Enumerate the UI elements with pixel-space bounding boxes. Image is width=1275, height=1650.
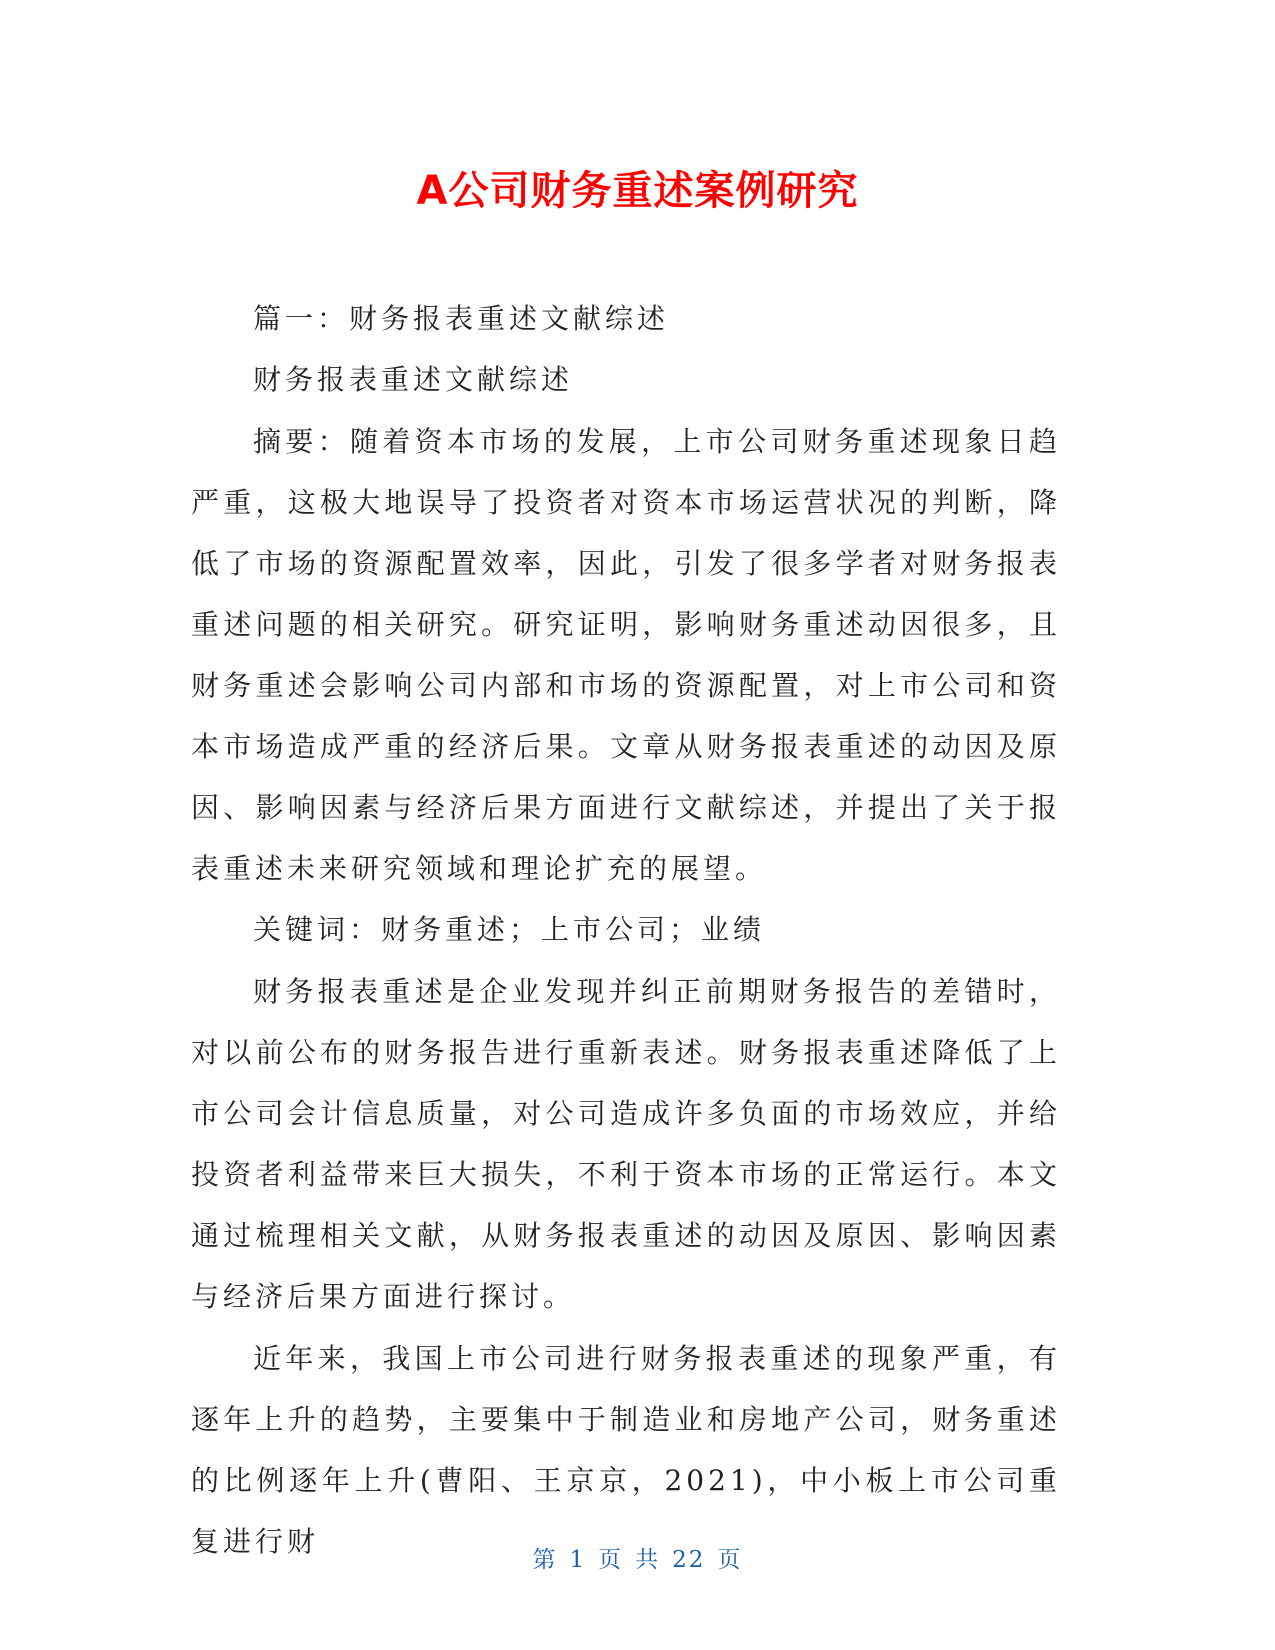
document-title: A公司财务重述案例研究 bbox=[416, 168, 859, 214]
footer-page-number: 1 bbox=[569, 1547, 587, 1573]
section-heading: 篇一：财务报表重述文献综述 bbox=[253, 302, 670, 335]
footer-total-pages: 22 bbox=[672, 1547, 706, 1573]
footer-label-page-unit: 页 bbox=[598, 1547, 624, 1573]
page-footer bbox=[0, 1541, 1275, 1574]
footer-label-total: 共 bbox=[635, 1547, 661, 1573]
footer-label-page: 第 bbox=[532, 1547, 558, 1573]
abstract-paragraph: 摘要：随着资本市场的发展，上市公司财务重述现象日趋严重，这极大地误导了投资者对资本市场运营状况的判断，降低了市场的资源配置效率，因此，引发了很多学者对财务报表重述问题的相关研究。研究证明，影响财务重述动因很多，且财务重述会影响公司内部和市场的资源配置，对上市公司和资本市场造成严重的经济后果。文章从财务报表重述的动因及原因、影响因素与经济后果方面进行文献综述，并提出了关于报表重述未来研究领域和理论扩充的展望。 bbox=[191, 425, 1061, 885]
keywords-line: 关键词：财务重述；上市公司；业绩 bbox=[253, 913, 766, 946]
body-paragraph: 财务报表重述是企业发现并纠正前期财务报告的差错时，对以前公布的财务报告进行重新表述。财务报表重述降低了上市公司会计信息质量，对公司造成许多负面的市场效应，并给投资者利益带来巨大损失，不利于资本市场的正常运行。本文通过梳理相关文献，从财务报表重述的动因及原因、影响因素与经济后果方面进行探讨。 bbox=[191, 975, 1061, 1313]
document-body bbox=[191, 288, 1061, 1572]
article-title: 财务报表重述文献综述 bbox=[253, 363, 574, 396]
footer-label-total-unit: 页 bbox=[717, 1547, 743, 1573]
body-paragraph: 近年来，我国上市公司进行财务报表重述的现象严重，有逐年上升的趋势，主要集中于制造业和房地产公司，财务重述的比例逐年上升(曹阳、王京京，2021)，中小板上市公司重复进行财 bbox=[191, 1342, 1061, 1558]
